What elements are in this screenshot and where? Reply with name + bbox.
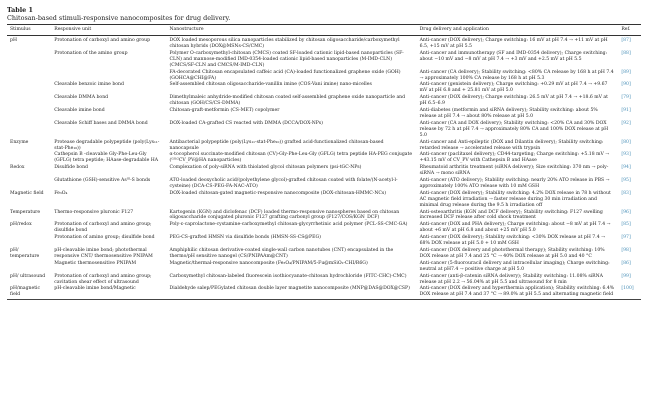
table-label: Table 1: [7, 6, 33, 14]
application-cell: Anti-cancer (paclitaxel delivery); CD44-targeting; Charge switching: +5.18 mV → +43.15 mV of CV_PV with Cathepsin B and HAase: [419, 152, 610, 164]
stimulus-cell: [7, 82, 51, 95]
ref-link[interactable]: [98]: [621, 248, 631, 253]
nanostructure-cell: Self-assembled chitosan oligosaccharide-vanillin imine (COS-Vani imine) nano-micelles: [169, 82, 372, 88]
nanostructure-cell: Polymer O-carboxymethyl-chitosan (CMCS) coated SF-loaded cationic lipid-based nanoparticles (SF-CLN) and mannose-modified IMD-0354-loaded cationic lipid-based nanoparticles (M-IMD-CLN) (CMCS/SF-CLN and CMCS/M-IMD-CLN): [169, 50, 404, 68]
application-cell: Anti-cancer (CA delivery); Stability switching: <80% CA release by 168 h at pH 7.4 → approximately 100% CA release by 168 h at pH 5.3: [419, 69, 614, 81]
nanostructure-cell: Complexation of poly-siRNA with thiolated glycol chitosan polymers (psi-tGC-NPs): [169, 165, 362, 171]
table-row: [7, 50, 641, 69]
application-cell: Anti-cancer and Anti-epileptic (DOX and Dilantin delivery); Stability switching: retarded release → accelerated release with trypsin: [419, 139, 604, 151]
nanostructure-cell: α-tocopherol succinate-modified chitosan (CV)-Gly-Phe-Leu-Gly (GFLG) tetra peptide HA-PEG conjugate (ᴳᶠᴸᴳCV_PV@HA nanoparticles): [169, 152, 413, 164]
header-row: [7, 25, 641, 36]
application-cell: Anti-cancer (DOX delivery); Stability switching: 4.2% DOX release in 78 h without AC magnetic field irradiation → faster release during 30 min irradiation and minimal drug release during the 9.5 h irradiation off: [419, 190, 611, 208]
stimulus-cell: [7, 120, 51, 139]
ref-link[interactable]: [97]: [621, 235, 631, 241]
application-cell: Anti-cancer (ATO delivery); Stability switching: nearly 20% ATO release in PBS → approximately 100% ATO release with 10 mM GSH: [419, 178, 610, 189]
ref-link[interactable]: [90]: [621, 82, 631, 88]
nanostructure-cell: DOX loaded mesoporous silica nanoparticles stabilized by chitosan oligosaccharide/carboxymethyl chitosan hybrids (DOX@MSNs-CS/CMC): [169, 38, 400, 49]
application-cell: Anti-diabetes (metformin and siRNA delivery); Stability switching: about 5% release at pH 7.4 → about 80% release at pH 5.0: [419, 108, 598, 119]
nanostructure-cell: Kartogenin (KGN) and diclofenac (DCF) loaded thermo-responsive nanospheres based on chitosan oligosaccharide conjugated pluronic F127 grafting carbonyl group (F127/COS/KGN_DCF): [169, 209, 400, 221]
responsive-unit-cell: Protonation of amino group; disulfide bond: [54, 235, 155, 241]
ref-link[interactable]: [85]: [621, 222, 631, 228]
stimulus-cell: [7, 95, 51, 108]
stimulus-cell: Redox: [10, 165, 25, 171]
responsive-unit-cell: Glutathione (GSH)-sensitive Asᴵᴵᴵ-S bonds: [54, 178, 151, 184]
stimulus-cell: pH/ temperature: [10, 248, 40, 259]
stimulus-cell: [7, 235, 51, 248]
responsive-unit-cell: Cleavable benzoic imine bond: [54, 82, 124, 88]
ref-link[interactable]: [94]: [621, 165, 631, 171]
responsive-unit-cell: Protonation of carboxyl and amino group: [54, 38, 151, 44]
table-row: [7, 178, 641, 191]
stimulus-cell: [7, 50, 51, 69]
responsive-unit-cell: Thermo-responsive pluronic F127: [54, 209, 134, 215]
application-cell: Anti-cancer (CA and DOX delivery); Stability switching: <20% CA and 30% DOX release by 72 h at pH 7.4 → approximately 80% CA and 100% DOX release at pH 5.0: [419, 120, 609, 138]
responsive-unit-cell: Protonation of carboxyl and amino group; disulfide bond: [54, 222, 152, 234]
table-row: [7, 209, 641, 222]
header-stimulus: Stimulus: [10, 27, 31, 32]
application-cell: Anti-cancer (genistein delivery); Charge switching: +0.29 mV at pH 7.4 → +9.67 mV at pH 6.8 and + 25.81 mV at pH 5.0: [419, 82, 608, 94]
nanostructure-cell: Carboxymethyl chitosan-labeled fluorescein isothiocyanate-chitosan hydrochloride (FITC-CHC)-CMC): [169, 273, 407, 279]
responsive-unit-cell: Fe₃O₄: [54, 190, 68, 196]
nanostructure-cell: Poly-ε-caprolactone-cystamine-carboxymethyl chitosan-glycyrrhetinic acid polymer (PCL-SS-CMC-GA): [169, 222, 408, 228]
table-body: [7, 35, 641, 299]
responsive-unit-cell: [51, 69, 166, 82]
application-cell: Anti-cancer and immunotherapy (SF and IMD-0354 delivery); Charge switching: about −10 mV and −8 mV at pH 7.4 → +3 mV and +2.5 mV at pH 5.5: [419, 50, 608, 62]
stimulus-cell: Enzyme: [10, 139, 29, 145]
stimulus-cell: [7, 152, 51, 165]
table-row: [7, 35, 641, 50]
responsive-unit-cell: pH-cleavable imine bond/Magnetic: [54, 286, 136, 292]
stimulus-cell: [7, 69, 51, 82]
header-nanostructure: Nanostructure: [169, 27, 204, 32]
stimulus-cell: pH: [10, 38, 17, 44]
application-cell: Anti-cancer (DOX delivery); Charge switching: 26.5 mV at pH 7.4 → +18.6 mV at pH 6.5–6.9: [419, 95, 609, 107]
table-row: [7, 248, 641, 261]
application-cell: Anti-cancer (DOX delivery); Stability switching: <30% DOX release at pH 7.4 → 68% DOX release at pH 5.0 + 10 mM GSH: [419, 235, 605, 247]
nanostructure-cell: DOX-loaded chitosan-gated magnetic-responsive nanocomposite (DOX-chitosan-HMMC-NCs): [169, 190, 387, 196]
ref-link[interactable]: [100]: [621, 286, 634, 292]
responsive-unit-cell: Cleavable Schiff bases and DMMA bond: [54, 120, 148, 126]
stimulus-cell: [7, 260, 51, 273]
stimulus-cell: Magnetic field: [10, 190, 44, 196]
data-table: [7, 24, 641, 300]
application-cell: Anti-cancer (DOX and PHA delivery); Charge switching: about −8 mV at pH 7.4 → about +6 mV at pH 6.8 and about +25 mV pH 5.0: [419, 222, 611, 234]
nanostructure-cell: ATO-loaded deoxycholic acid/(polyethylene glycol)-grafted chitosan coated with folate/(N-acetyl-l-cysteine) (DCA-CS-PEG-FA-NAC-ATO): [169, 178, 398, 189]
stimulus-cell: pH/magnetic field: [10, 286, 41, 298]
nanostructure-cell: Magnetic/thermal-responsive nanocomposite (Fe₃O₄/PNIPAM/5-Fu@mSiO₂-CHI/R6G): [169, 260, 368, 266]
nanostructure-cell: Antibacterial polypeptide (poly(Lys₁₁-stat-Phe₁₀)) grafted acid-functionalized chitosan-based nanocapsule: [169, 139, 384, 151]
responsive-unit-cell: Cleavable imine bond: [54, 108, 105, 114]
nanostructure-cell: FA-decorated Chitosan encapsulated caffeic acid (CA)-loaded functionalized graphene oxide (GOH) (GOHCA@CHI@FA): [169, 69, 401, 81]
responsive-unit-cell: Protease degradable polypeptide (poly(Lys₁₁-stat-Phe₁₀)): [54, 139, 160, 151]
table-row: [7, 222, 641, 235]
application-cell: Rheumatoid arthritis treatment (siRNA delivery); Size switching: 370 nm → poly-siRNA → mono siRNA: [419, 165, 609, 177]
ref-link[interactable]: [91]: [621, 108, 631, 114]
ref-link[interactable]: [80]: [621, 139, 631, 145]
stimulus-cell: pH/redox: [10, 222, 32, 228]
stimulus-cell: [7, 108, 51, 121]
responsive-unit-cell: Cleavable DMMA bond: [54, 95, 109, 101]
table-row: [7, 260, 641, 273]
header-drug-delivery: Drug delivery and application: [419, 27, 490, 32]
stimulus-cell: pH/ ultrasound: [10, 273, 46, 279]
ref-link[interactable]: [96]: [621, 209, 631, 215]
table-row: [7, 165, 641, 178]
stimulus-cell: [7, 178, 51, 191]
application-cell: Anti-cancer (anti-β-catenin siRNA delivery); Stability switching: 11.08% siRNA release at pH 2.2 → 56.04% at pH 5.5 and ultrasound for 8 min: [419, 273, 603, 285]
ref-link[interactable]: [79]: [621, 95, 631, 101]
application-cell: Anti-cancer (DOX delivery and hyperthermia application); Stability switching: 6.4% DOX release at pH 7.4 and 37 °C → 89.0% at pH 5.5 and alternating magnetic field: [419, 286, 615, 298]
table-row: [7, 108, 641, 121]
ref-link[interactable]: [88]: [621, 50, 631, 56]
table-row: [7, 152, 641, 165]
nanostructure-cell: DOX-loaded CA-grafted CS reacted with DMMA (DCCA/DOX-NPs): [169, 120, 323, 126]
nanostructure-cell: Dialdehyde salep/PEGylated chitosan double layer magnetite nanocomposite (MNP@DAS@DOX@CSP): [169, 286, 410, 292]
responsive-unit-cell: Protonation of the amino group: [54, 50, 128, 56]
ref-link[interactable]: [83]: [621, 190, 631, 196]
responsive-unit-cell: Disulfide bond: [54, 165, 88, 171]
responsive-unit-cell: Protonation of carboxyl and amino group; cavitation shear effect of ultrasound: [54, 273, 152, 285]
responsive-unit-cell: Cathepsin B -cleavable Gly-Phe-Leu-Gly (GFLG) tetra peptide; HAase-degradable HA: [54, 152, 159, 164]
responsive-unit-cell: Magnetic thermosensitive PNIPAM: [54, 260, 137, 266]
application-cell: Anti-cancer (5-fluorouracil delivery and intracellular imaging); Charge switching: neutral at pH7.4 → positive charge at pH 5.0: [419, 260, 610, 272]
application-cell: Anti-cancer (DOX delivery and photothermal therapy); Stability switching: 10% DOX release at pH 7.4 and 25 °C → 40% DOX release at pH 5.0 and 40 °C: [419, 248, 605, 259]
table-row: [7, 273, 641, 286]
table-caption: Chitosan-based stimuli-responsive nanocomposites for drug delivery.: [7, 14, 231, 22]
table-row: [7, 95, 641, 108]
table-row: [7, 69, 641, 82]
stimulus-cell: Temperature: [10, 209, 41, 215]
nanostructure-cell: PEG-CS-grafted HMSN via disulfide bonds (HMSN-SS-CS@PEG): [169, 235, 321, 241]
responsive-unit-cell: pH-cleavable imine bond; photothermal responsive CNT/ thermosensitive PNIPAM: [54, 248, 153, 259]
header-responsive-unit: Responsive unit: [54, 27, 92, 32]
ref-link[interactable]: [95]: [621, 178, 631, 184]
ref-link[interactable]: [99]: [621, 273, 631, 279]
nanostructure-cell: Chitosan-graft-metformin (CS-MET) copolymer: [169, 108, 280, 114]
nanostructure-cell: Amphiphilic chitosan derivative-coated single-wall carbon nanotubes (CNT) encapsulated in the thermo/pH sensitive nanogel (CS/PNIPAAm@CNT): [169, 248, 394, 259]
table-row: [7, 286, 641, 299]
application-cell: Anti-osteoarthritis (KGN and DCF delivery); Stability switching: F127 swelling increased DCF release after cold shock treatment: [419, 209, 603, 221]
table-row: [7, 82, 641, 95]
table-row: [7, 235, 641, 248]
ref-link[interactable]: [87]: [621, 38, 631, 44]
application-cell: Anti-cancer (DOX delivery); Charge switching: 16 mV at pH 7.4 → +11 mV at pH 6.5, +15 mV at pH 5.5: [419, 38, 608, 49]
ref-link[interactable]: [93]: [621, 152, 631, 158]
nanostructure-cell: Dimethylmaleic anhydride-modified chitosan coated self-assembled graphene oxide nanoparticle and chitosan (GOH/CS/CS-DMMA): [169, 95, 406, 107]
header-ref: Ref.: [621, 27, 631, 32]
ref-link[interactable]: [92]: [621, 120, 631, 126]
table-row: [7, 190, 641, 209]
table-row: [7, 139, 641, 152]
ref-link[interactable]: [89]: [621, 69, 631, 75]
table-row: [7, 120, 641, 139]
ref-link[interactable]: [86]: [621, 260, 631, 266]
